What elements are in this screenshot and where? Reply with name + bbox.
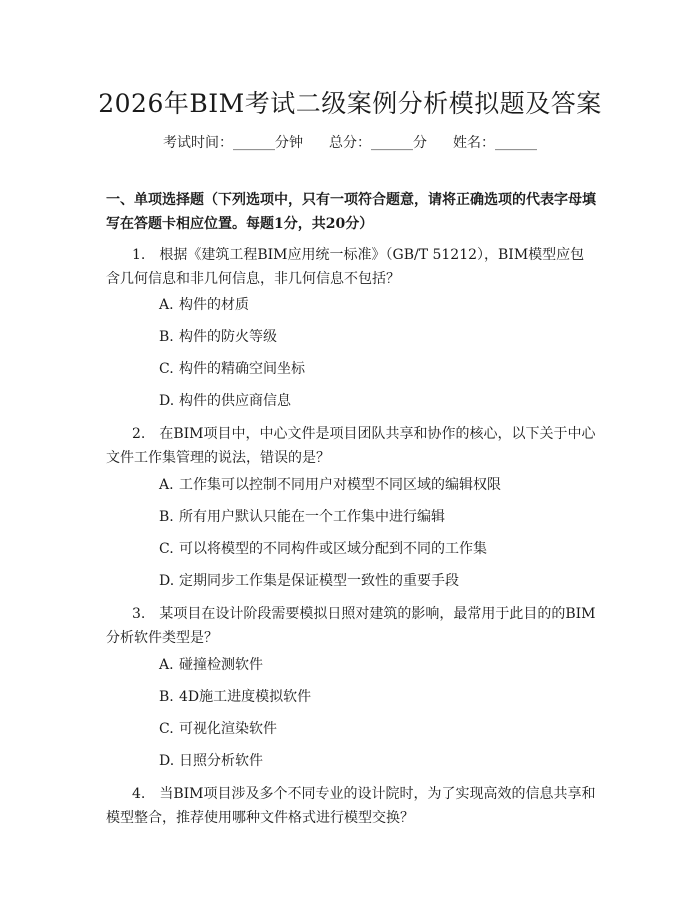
question-3-option-a: A. 碰撞检测软件: [159, 657, 263, 673]
question-1-option-a: A. 构件的材质: [159, 297, 249, 313]
question-2: 2. 在BIM项目中，中心文件是项目团队共享和协作的核心，以下关于中心文件工作集管理的说法，错误的是？: [106, 426, 596, 466]
question-1-option-c: C. 构件的精确空间坐标: [159, 361, 305, 377]
question-3: 3. 某项目在设计阶段需要模拟日照对建筑的影响，最常用于此目的的BIM分析软件类型是？: [106, 606, 596, 646]
question-2-option-a: A. 工作集可以控制不同用户对模型不同区域的编辑权限: [159, 477, 501, 493]
question-3-option-d: D. 日照分析软件: [159, 753, 263, 769]
section-heading: 一、单项选择题（下列选项中，只有一项符合题意，请将正确选项的代表字母填写在答题卡相应位置。每题1分，共20分）: [106, 192, 596, 232]
question-2-option-c: C. 可以将模型的不同构件或区域分配到不同的工作集: [159, 541, 487, 557]
question-1: 1. 根据《建筑工程BIM应用统一标准》（GB/T 51212），BIM模型应包含几何信息和非几何信息，非几何信息不包括？: [106, 247, 585, 287]
question-4: 4. 当BIM项目涉及多个不同专业的设计院时，为了实现高效的信息共享和模型整合，推荐使用哪种文件格式进行模型交换？: [106, 786, 596, 826]
exam-name: 姓名：______: [453, 135, 537, 151]
exam-meta: [0, 132, 700, 152]
question-3-option-b: B. 4D施工进度模拟软件: [159, 689, 312, 705]
exam-time: 考试时间：______分钟: [163, 135, 303, 151]
exam-total-score: 总分：______分: [329, 135, 427, 151]
question-1-option-b: B. 构件的防火等级: [159, 329, 277, 345]
question-2-option-d: D. 定期同步工作集是保证模型一致性的重要手段: [159, 573, 459, 589]
question-1-option-d: D. 构件的供应商信息: [159, 393, 291, 409]
question-2-option-b: B. 所有用户默认只能在一个工作集中进行编辑: [159, 509, 445, 525]
page-title: 2026年BIM考试二级案例分析模拟题及答案: [98, 89, 602, 118]
question-3-option-c: C. 可视化渲染软件: [159, 721, 277, 737]
